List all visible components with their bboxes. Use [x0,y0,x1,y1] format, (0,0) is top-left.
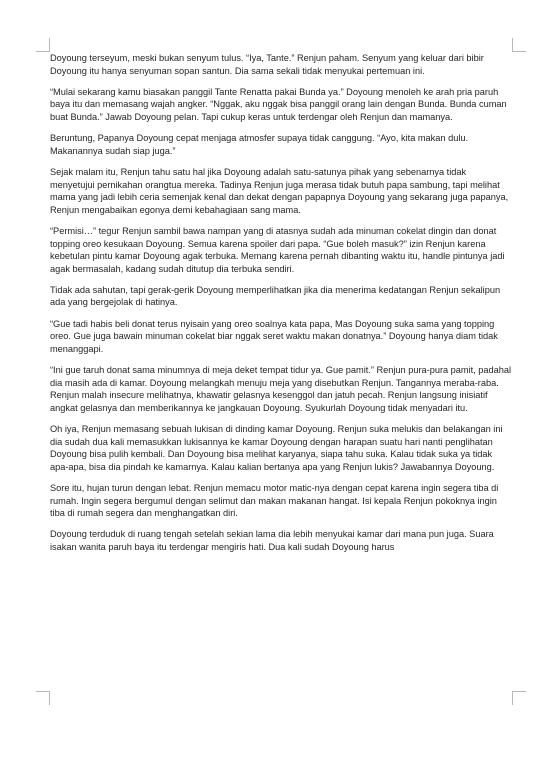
crop-mark-top-left [36,38,50,52]
paragraph: “Permisi…” tegur Renjun sambil bawa nampan yang di atasnya sudah ada minuman cokelat dingin dan donat topping oreo kesukaan Doyoung. Semua karena spoiler dari papa. “Gue boleh masuk?” izin Renjun karena kebetulan pintu kamar Doyoung agak terbuka. Memang karena pernah dibanting waktu itu, handle pintunya jadi agak bermasalah, kadang sudah ditutup dia terbuka sendiri. [50,225,505,274]
paragraph: Sore itu, hujan turun dengan lebat. Renjun memacu motor matic-nya dengan cepat karena ingin segera tiba di rumah. Ingin segera bergumul dengan selimut dan makan makanan hangat. Isi kepala Renjun pokoknya ingin tiba di rumah segera dan menghangatkan diri. [50,482,499,519]
paragraph: Oh iya, Renjun memasang sebuah lukisan di dinding kamar Doyoung. Renjun suka melukis dan belakangan ini dia sudah dua kali memasukkan lukisannya ke kamar Doyoung dengan harapan suatu hari nanti penglihatan Doyoung bisa pulih kembali. Dan Doyoung bisa melihat karyanya, siapa tahu suka. Kalau tidak suka ya tidak apa-apa, bisa dia pindah ke kamarnya. Kalau kalian bertanya apa yang Renjun lukis? Jawabannya Doyoung. [50,424,503,472]
paragraph: “Gue tadi habis beli donat terus nyisain yang oreo soalnya kata papa, Mas Doyoung suka sama yang topping oreo. Gue juga bawain minuman cokelat biar nggak seret waktu makan donatnya.” Doyoung hanya diam tidak menanggapi. [50,318,498,354]
paragraph: “Mulai sekarang kamu biasakan panggil Tante Renatta pakai Bunda ya.” Doyoung menoleh ke arah pria paruh baya itu dan memasang wajah angker. “Nggak, aku nggak bisa panggil orang lain dengan Bunda. Bunda cuman buat Bunda.” Jawab Doyoung pelan. Tapi cukup keras untuk terdengar oleh Renjun dan mamanya. [50,86,507,122]
paragraph: Doyoung terduduk di ruang tengah setelah sekian lama dia lebih menyukai kamar dari mana pun juga. Suara isakan wanita paruh baya itu terdengar mengiris hati. Dua kali sudah Doyoung harus [50,529,494,552]
crop-mark-bottom-left [36,691,50,705]
crop-mark-top-right [512,38,526,52]
crop-mark-bottom-right [512,691,526,705]
document-body [50,52,512,562]
paragraph: Doyoung terseyum, meski bukan senyum tulus. “Iya, Tante.” Renjun paham. Senyum yang keluar dari bibir Doyoung itu hanya senyuman sopan santun. Dia sama sekali tidak menyukai pertemuan ini. [50,53,484,76]
paragraph: Tidak ada sahutan, tapi gerak-gerik Doyoung memperlihatkan jika dia menerima kedatangan Renjun sekalipun ada yang bergejolak di hatinya. [50,284,501,308]
paragraph: Beruntung, Papanya Doyoung cepat menjaga atmosfer supaya tidak canggung. “Ayo, kita makan dulu. Makanannya sudah siap juga.” [50,133,469,156]
paragraph: “Ini gue taruh donat sama minumnya di meja deket tempat tidur ya. Gue pamit.” Renjun pura-pura pamit, padahal dia masih ada di kamar. Doyoung melangkah menuju meja yang disebutkan Renjun. Tangannya meraba-raba. Renjun malah insecure melihatnya, khawatir gelasnya kesenggol dan jatuh pecah. Renjun langsung inisiatif angkat gelasnya dan memberikannya ke jangkauan Doyoung. Syukurlah Doyoung tidak menyadari itu. [50,365,512,413]
paragraph: Sejak malam itu, Renjun tahu satu hal jika Doyoung adalah satu-satunya pihak yang sebenarnya tidak menyetujui pernikahan orangtua mereka. Tadinya Renjun juga merasa tidak butuh papa sambung, tapi melihat mama yang jadi lebih ceria semenjak kenal dan dekat dengan papapnya Doyoung yang sekarang juga papanya, Renjun mengabaikan egonya demi kebahagiaan sang mama. [50,166,509,215]
